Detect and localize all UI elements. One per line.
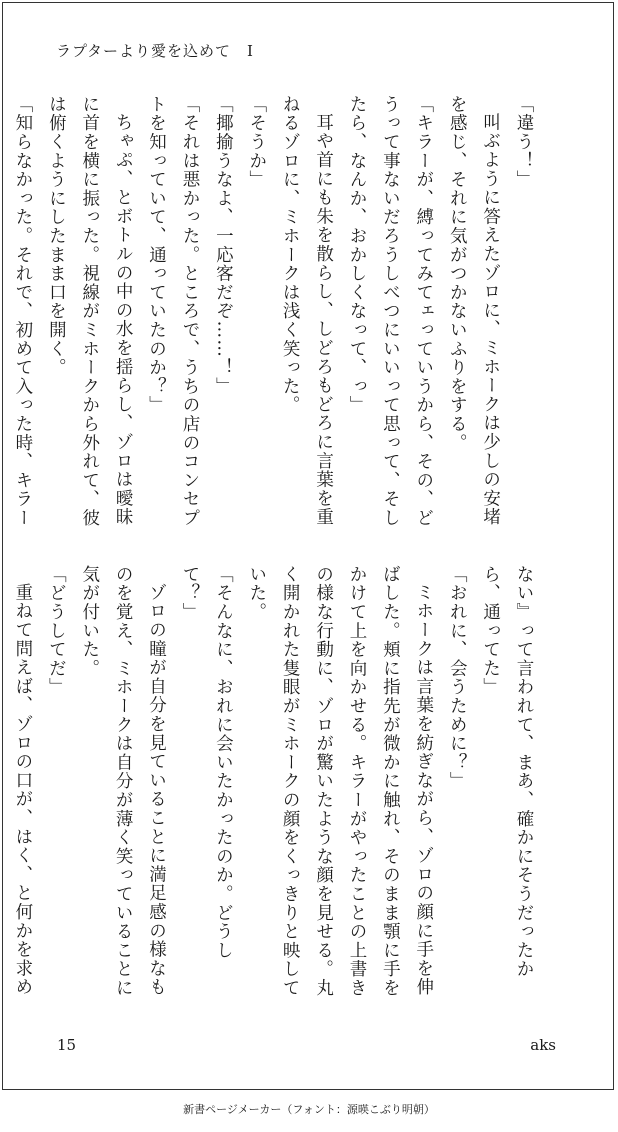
paragraph: 「キラーが、縛ってみてェっていうから、その、どうって事ないだろうしべつにいいって思って、そしたら、なんか、おかしくなって、っ」 xyxy=(346,95,434,528)
paragraph: 「おれに、会うために？」 xyxy=(447,565,468,791)
paragraph: 叫ぶように答えたゾロに、ミホークは少しの安堵を感じ、それに気がつかないふりをする。 xyxy=(447,95,501,527)
paragraph: 「揶揄うなよ、一応客だぞ……！」 xyxy=(213,95,234,396)
author-name: aks xyxy=(530,1036,556,1054)
text-column-top xyxy=(12,95,540,535)
paragraph: 「そうか」 xyxy=(246,95,267,189)
paragraph: ミホークは言葉を紡ぎながら、ゾロの顔に手を伸ばした。頬に指先が微かに触れ、そのまま顎に手をかけて上を向かせる。キラーがやったことの上書きの様な行動に、ゾロが驚いたような顔を見せる。丸く開かれた隻眼がミホークの顔をくっきりと映していた。 xyxy=(246,565,434,998)
paragraph: 「違う！」 xyxy=(514,95,534,189)
paragraph: 「どうしてだ」 xyxy=(46,565,67,697)
page-number: 15 xyxy=(57,1036,77,1054)
paragraph: ゾロの瞳が自分を見ていることに満足感の様なものを覚え、ミホークは自分が薄く笑っていることに気が付いた。 xyxy=(79,565,167,998)
generator-credit: 新書ページメーカー（フォント：源暎こぶり明朝） xyxy=(183,1103,435,1116)
paragraph: 「それは悪かった。ところで、うちの店のコンセプトを知っていて、通っていたのか？」 xyxy=(146,95,200,528)
paragraph: ちゃぷ、とボトルの中の水を揺らし、ゾロは曖昧に首を横に振った。視線がミホークから外れて、彼は俯くようにしたまま口を開く。 xyxy=(46,95,134,528)
paragraph: 耳や首にも朱を散らし、しどろもどろに言葉を重ねるゾロに、ミホークは浅く笑った。 xyxy=(280,95,334,527)
text-column-bottom xyxy=(12,565,540,1005)
paragraph: 「知らなかった。それで、初めて入った時、キラー xyxy=(12,95,33,528)
paragraph: ない』って言われて、まあ、確かにそうだったから、通ってた」 xyxy=(480,565,534,979)
running-title: ラプターより愛を込めて Ⅰ xyxy=(56,42,254,60)
paragraph: 「そんなに、おれに会いたかったのか。どうして？」 xyxy=(179,565,234,960)
paragraph: 重ねて問えば、ゾロの口が、はく、と何かを求め xyxy=(12,582,33,997)
